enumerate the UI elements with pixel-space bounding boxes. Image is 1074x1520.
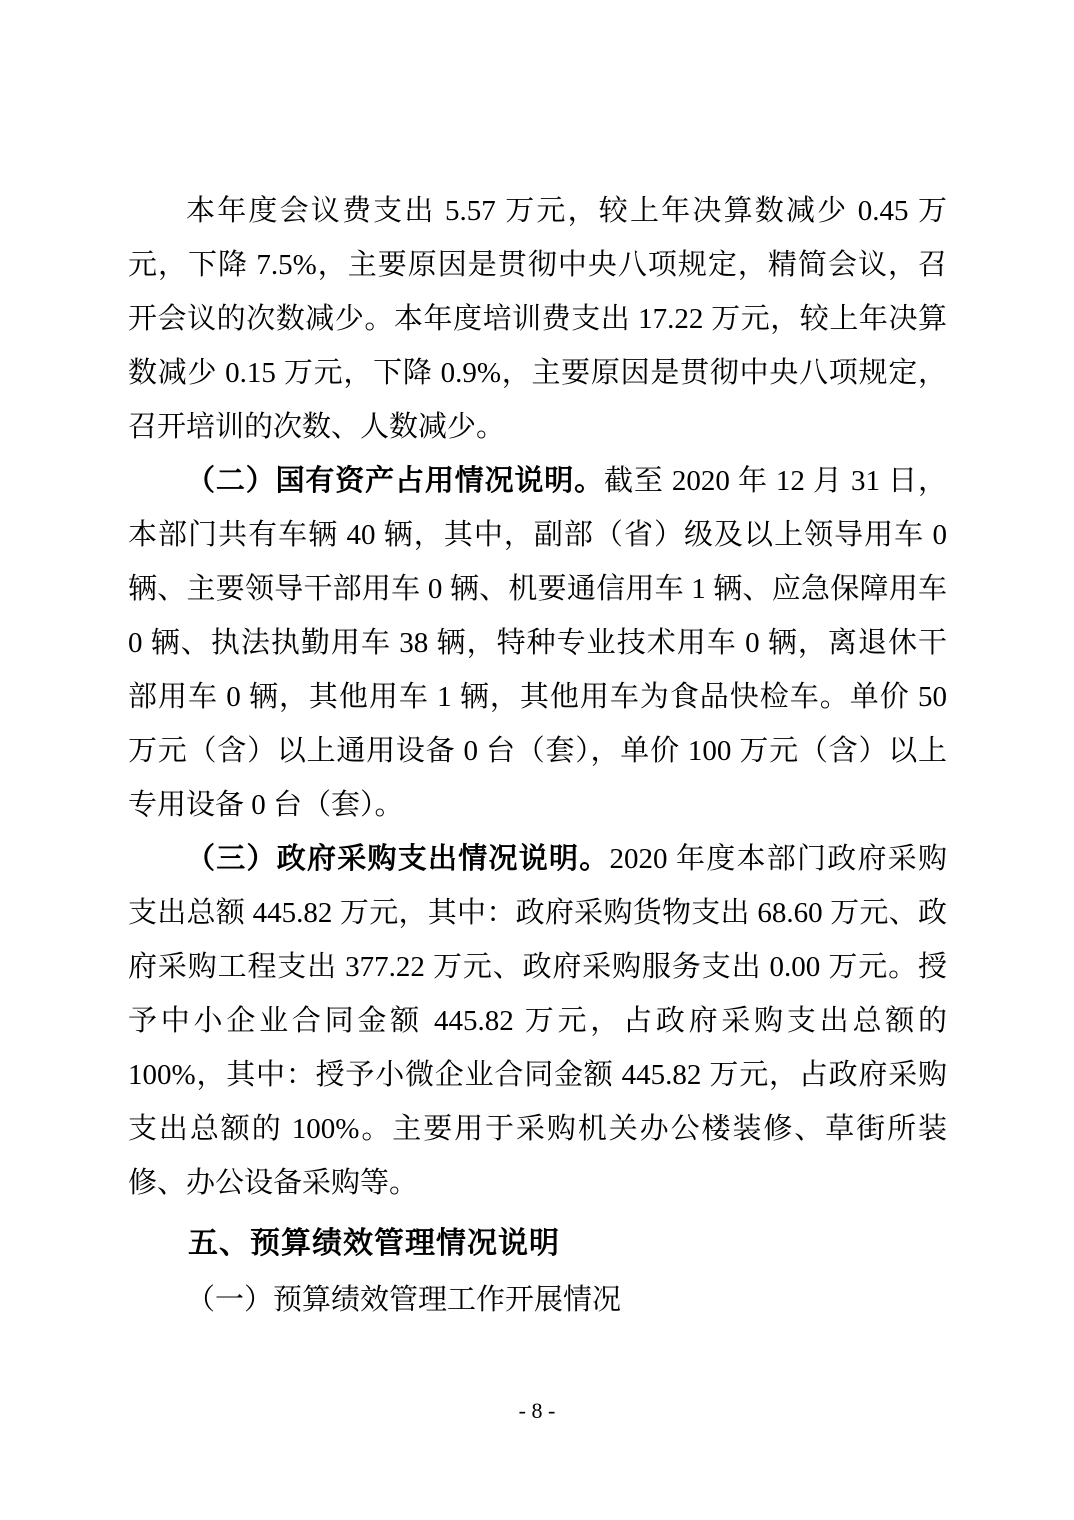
paragraph-text: 2020 年度本部门政府采购支出总额 445.82 万元，其中：政府采购货物支出 68.60 万元、政府采购工程支出 377.22 万元、政府采购服务支出 0.00 万元。授予中小企业合同金额 445.82 万元，占政府采购支出总额的 100%，其中：授予小微企业合同金额 445.82 万元，占政府采购支出总额的 100%。主要用于采购机关办公楼装修、草街所装修、办公设备采购等。 xyxy=(128,843,947,1199)
section-heading-budget-performance: 五、预算绩效管理情况说明 xyxy=(188,1227,560,1260)
paragraph-gov-procurement xyxy=(128,832,947,1210)
page-number: - 8 - xyxy=(518,1398,556,1423)
paragraph-lead: （三）政府采购支出情况说明。 xyxy=(186,843,610,875)
subheading-budget-performance-work: （一）预算绩效管理工作开展情况 xyxy=(186,1284,622,1316)
document-body xyxy=(128,184,947,1328)
paragraph-text: 本年度会议费支出 5.57 万元，较上年决算数减少 0.45 万元，下降 7.5%，主要原因是贯彻中央八项规定，精简会议，召开会议的次数减少。本年度培训费支出 17.22 万元，较上年决算数减少 0.15 万元，下降 0.9%，主要原因是贯彻中央八项规定，召开培训的次数、人数减少。 xyxy=(128,195,947,443)
paragraph-state-assets xyxy=(128,454,947,832)
paragraph-text: 截至 2020 年 12 月 31 日，本部门共有车辆 40 辆，其中，副部（省）级及以上领导用车 0 辆、主要领导干部用车 0 辆、机要通信用车 1 辆、应急保障用车 0 辆、执法执勤用车 38 辆，特种专业技术用车 0 辆，离退休干部用车 0 辆，其他用车 1 辆，其他用车为食品快检车。单价 50 万元（含）以上通用设备 0 台（套），单价 100 万元（含）以上专用设备 0 台（套）。 xyxy=(128,465,947,821)
paragraph-lead: （二）国有资产占用情况说明。 xyxy=(186,465,605,497)
paragraph-meeting-training-expense xyxy=(128,184,947,454)
